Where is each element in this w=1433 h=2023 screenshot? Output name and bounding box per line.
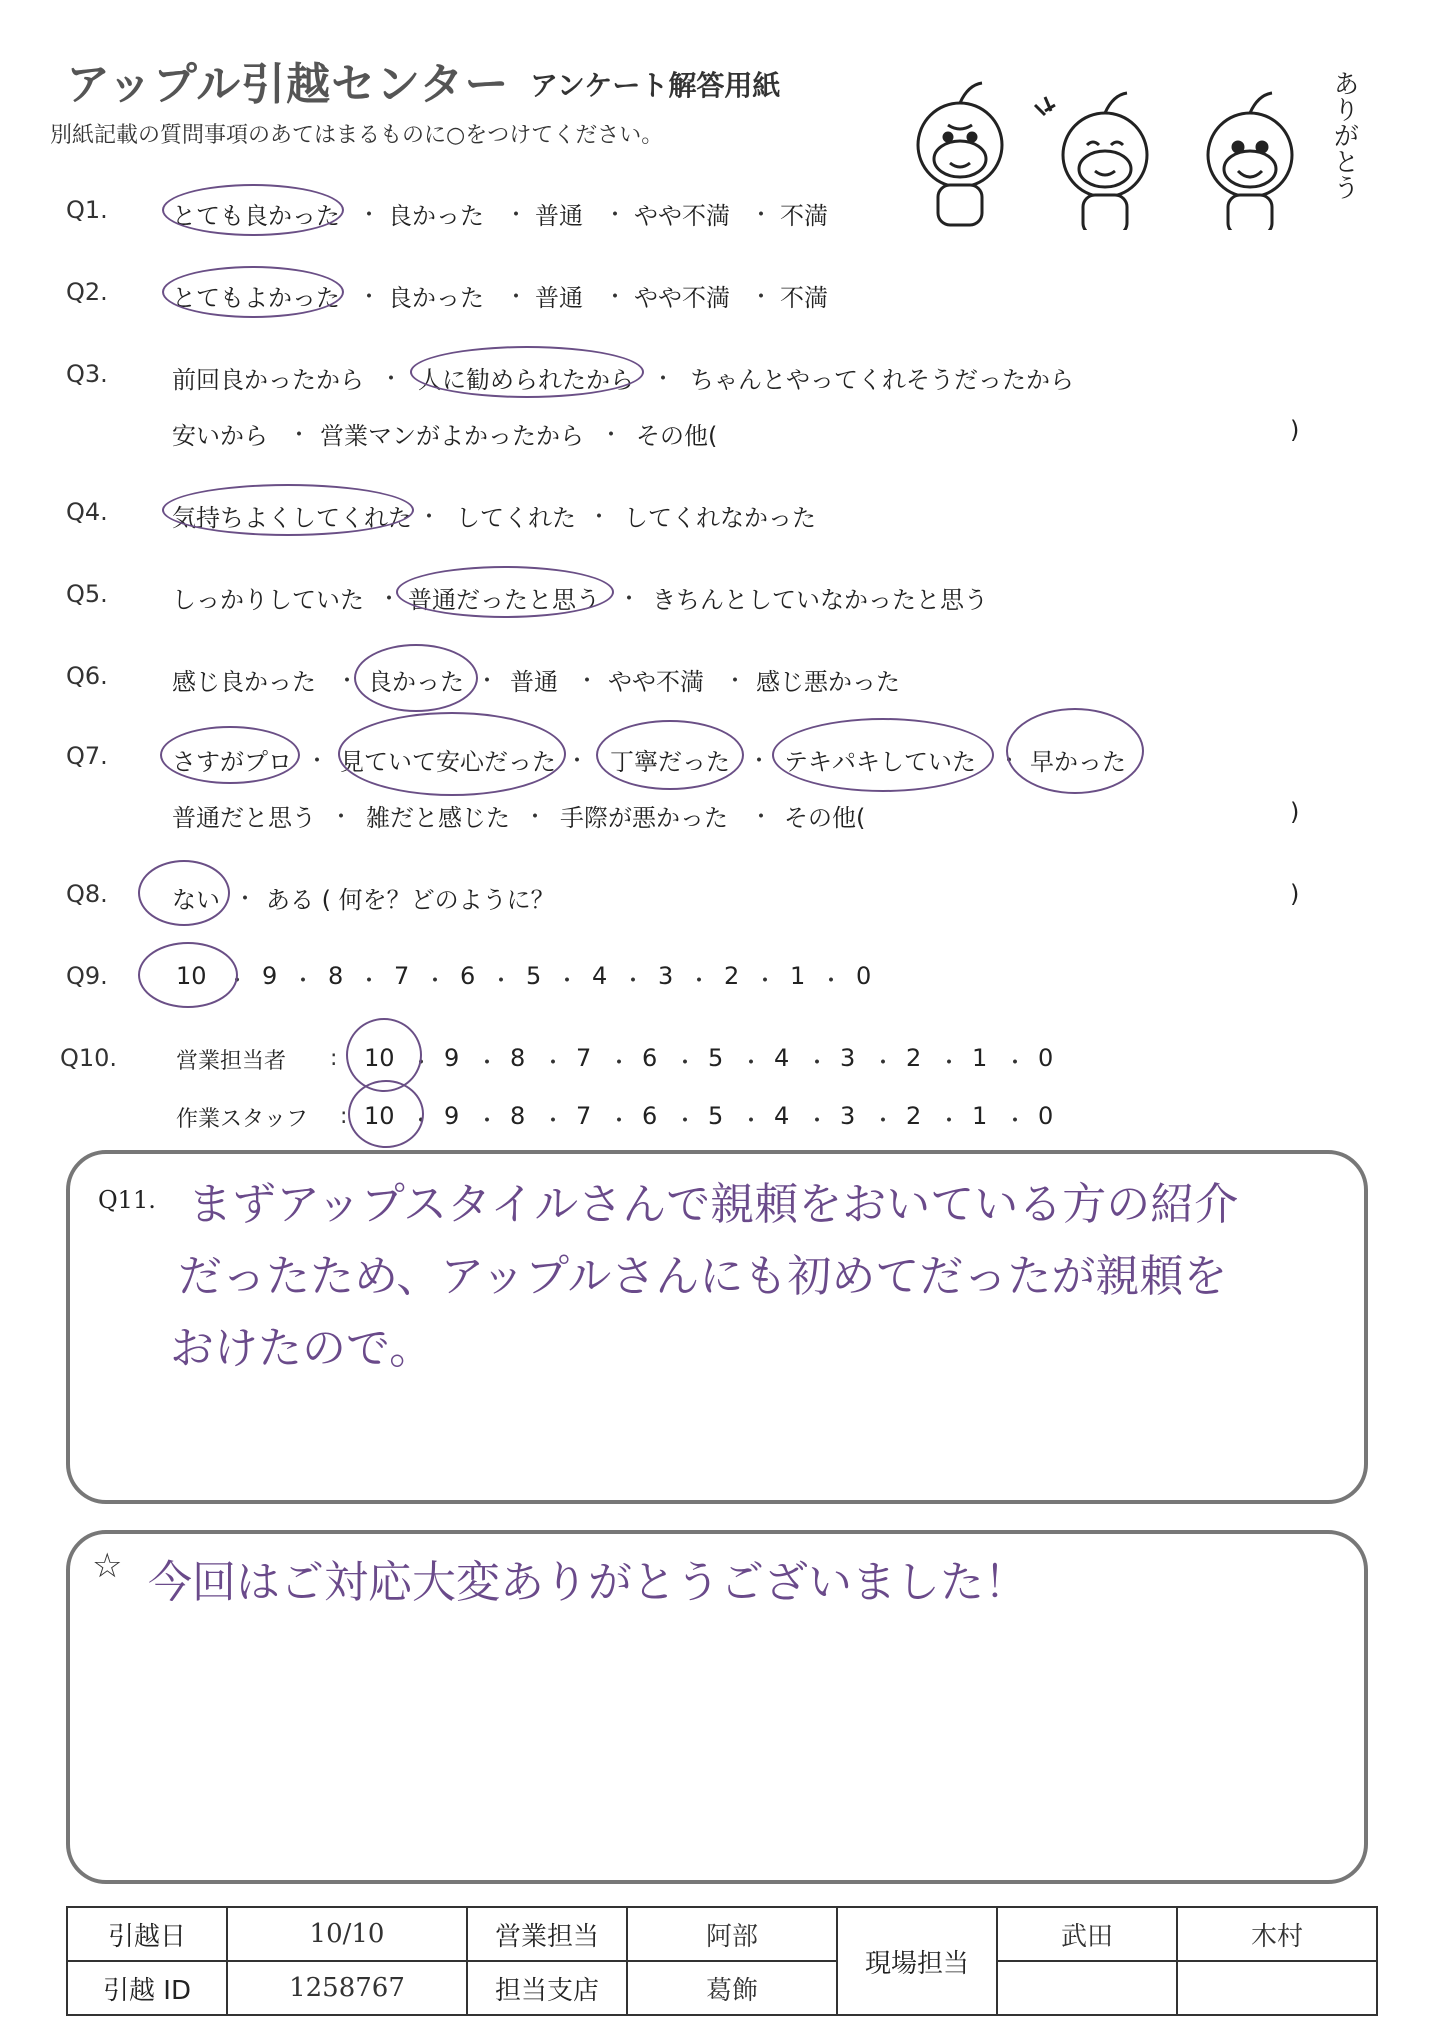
q2-option[interactable]: 不満 <box>780 284 828 312</box>
branch-name: 葛飾 <box>627 1961 837 2015</box>
separator-dot: ・ <box>724 669 747 694</box>
separator-dot: ・ <box>424 969 447 994</box>
q9-scale-value[interactable]: 1 <box>790 962 806 990</box>
answer-circle <box>396 566 614 618</box>
q3-option[interactable]: ちゃんとやってくれそうだったから <box>690 366 1074 394</box>
separator-dot: ・ <box>292 969 315 994</box>
q10-sales-scale-value[interactable]: 0 <box>1038 1044 1054 1072</box>
separator-dot: ・ <box>872 1109 895 1134</box>
separator-dot: ・ <box>604 285 627 310</box>
q3-option[interactable]: 営業マンがよかったから <box>320 422 584 450</box>
sales-name: 阿部 <box>627 1907 837 1961</box>
separator-dot: ・ <box>806 1109 829 1134</box>
separator-dot: ・ <box>600 423 623 448</box>
move-id-label: 引越 ID <box>67 1961 227 2015</box>
q6-option[interactable]: やや不満 <box>608 668 704 696</box>
q3-option[interactable]: 前回良かったから <box>172 366 364 394</box>
q3-label: Q3. <box>66 360 108 388</box>
move-date-value: 10/10 <box>227 1907 467 1961</box>
q7-option[interactable]: 普通だと思う <box>172 804 316 832</box>
separator-dot: ・ <box>358 285 381 310</box>
separator-dot: ・ <box>306 749 329 774</box>
q10-sales-scale-value[interactable]: 2 <box>906 1044 922 1072</box>
q9-scale-value[interactable]: 6 <box>460 962 476 990</box>
q6-option[interactable]: 感じ悪かった <box>756 668 900 696</box>
q10-sales-scale-value[interactable]: 7 <box>576 1044 592 1072</box>
separator-dot: ・ <box>418 505 441 530</box>
q5-option[interactable]: きちんとしていなかったと思う <box>652 586 988 614</box>
q6-option[interactable]: 良かった <box>368 668 464 696</box>
separator-dot: ・ <box>410 1109 433 1134</box>
separator-dot: ・ <box>608 1109 631 1134</box>
separator-dot: ・ <box>754 969 777 994</box>
separator-dot: ・ <box>576 669 599 694</box>
q9-scale-value[interactable]: 0 <box>856 962 872 990</box>
separator-dot: ・ <box>748 749 771 774</box>
q10-staff-scale-value[interactable]: 9 <box>444 1102 460 1130</box>
separator-dot: ・ <box>490 969 513 994</box>
separator-dot: ・ <box>674 1109 697 1134</box>
q10-staff-scale-value[interactable]: 6 <box>642 1102 658 1130</box>
separator-dot: ・ <box>674 1051 697 1076</box>
move-date-label: 引越日 <box>67 1907 227 1961</box>
site-name-empty-2 <box>1177 1961 1377 2015</box>
separator-dot: ・ <box>622 969 645 994</box>
separator-dot: ・ <box>566 749 589 774</box>
q10-staff-scale-value[interactable]: 7 <box>576 1102 592 1130</box>
separator-dot: ・ <box>820 969 843 994</box>
q10-sales-label: 営業担当者 <box>176 1049 287 1074</box>
q2-option[interactable]: 普通 <box>535 284 583 312</box>
q8-option[interactable]: ある ( 何を？どのように？ <box>266 886 555 914</box>
separator-dot: ・ <box>226 969 249 994</box>
separator-dot: ・ <box>998 749 1021 774</box>
star-icon: ☆ <box>92 1546 123 1586</box>
q2-label: Q2. <box>66 278 108 306</box>
q11-handwritten-line: だったため、アップルさんにも初めてだったが親頼を <box>178 1251 1228 1302</box>
q9-label: Q9. <box>66 962 108 990</box>
move-id-value: 1258767 <box>227 1961 467 2015</box>
answer-circle <box>596 720 744 790</box>
q6-label: Q6. <box>66 662 108 690</box>
q10-staff-scale-value[interactable]: 0 <box>1038 1102 1054 1130</box>
answer-circle <box>160 726 300 784</box>
q9-scale-value[interactable]: 7 <box>394 962 410 990</box>
separator-colon: : <box>330 1046 338 1071</box>
separator-dot: ・ <box>652 367 675 392</box>
q9-scale-value[interactable]: 4 <box>592 962 608 990</box>
star-handwritten-text: 今回はご対応大変ありがとうございました！ <box>148 1557 1028 1608</box>
q7-option-other[interactable]: その他( <box>784 804 866 832</box>
q8-option[interactable]: ない <box>172 886 220 914</box>
separator-dot: ・ <box>505 285 528 310</box>
mascot-caption: ありがとう <box>1329 70 1359 200</box>
site-name-empty-1 <box>997 1961 1177 2015</box>
q1-label: Q1. <box>66 196 108 224</box>
q9-scale-value[interactable]: 2 <box>724 962 740 990</box>
separator-dot: ・ <box>380 367 403 392</box>
q7-option[interactable]: 丁寧だった <box>610 748 730 776</box>
q10-sales-scale-value[interactable]: 3 <box>840 1044 856 1072</box>
separator-dot: ・ <box>588 505 611 530</box>
q10-staff-scale-value[interactable]: 5 <box>708 1102 724 1130</box>
separator-dot: ・ <box>608 1051 631 1076</box>
q1-option[interactable]: 不満 <box>780 202 828 230</box>
q2-option[interactable]: やや不満 <box>634 284 730 312</box>
separator-dot: ・ <box>750 203 773 228</box>
separator-dot: ・ <box>1004 1109 1027 1134</box>
q4-option[interactable]: してくれなかった <box>624 504 816 532</box>
answer-circle <box>162 184 344 236</box>
q10-staff-scale-value[interactable]: 3 <box>840 1102 856 1130</box>
q4-label: Q4. <box>66 498 108 526</box>
site-label: 現場担当 <box>837 1907 997 2015</box>
branch-label: 担当支店 <box>467 1961 627 2015</box>
q7-option[interactable]: テキパキしていた <box>784 748 976 776</box>
answer-circle <box>162 266 344 318</box>
separator-dot: ・ <box>938 1109 961 1134</box>
q5-label: Q5. <box>66 580 108 608</box>
q7-close-paren: ) <box>1290 798 1300 826</box>
answer-circle <box>354 644 478 712</box>
q10-staff-scale-value[interactable]: 2 <box>906 1102 922 1130</box>
separator-dot: ・ <box>740 1051 763 1076</box>
answer-circle <box>348 1080 424 1148</box>
footer-table <box>66 1906 1378 2016</box>
q6-option[interactable]: 普通 <box>510 668 558 696</box>
q5-option[interactable]: 普通だったと思う <box>408 586 600 614</box>
q10-staff-scale-value[interactable]: 8 <box>510 1102 526 1130</box>
q10-label: Q10. <box>60 1044 118 1072</box>
q1-option[interactable]: 良かった <box>388 202 484 230</box>
q8-close-paren: ) <box>1290 880 1300 908</box>
separator-dot: ・ <box>378 587 401 612</box>
q9-scale-value[interactable]: 10 <box>176 962 207 990</box>
q2-option[interactable]: とてもよかった <box>172 284 340 312</box>
site-name-2: 木村 <box>1177 1907 1377 1961</box>
q10-sales-scale-value[interactable]: 8 <box>510 1044 526 1072</box>
q9-scale-value[interactable]: 3 <box>658 962 674 990</box>
q3-option[interactable]: 安いから <box>172 422 268 450</box>
answer-circle <box>338 712 566 796</box>
q10-sales-scale-value[interactable]: 10 <box>364 1044 395 1072</box>
q7-option[interactable]: 手際が悪かった <box>560 804 728 832</box>
separator-dot: ・ <box>938 1051 961 1076</box>
q10-sales-scale-value[interactable]: 5 <box>708 1044 724 1072</box>
separator-dot: ・ <box>556 969 579 994</box>
company-title: アップル引越センター <box>66 59 510 110</box>
separator-dot: ・ <box>604 203 627 228</box>
separator-dot: ・ <box>476 1051 499 1076</box>
q10-staff-scale-value[interactable]: 4 <box>774 1102 790 1130</box>
separator-dot: ・ <box>288 423 311 448</box>
q7-option[interactable]: 早かった <box>1030 748 1126 776</box>
separator-dot: ・ <box>1004 1051 1027 1076</box>
separator-dot: ・ <box>688 969 711 994</box>
q5-option[interactable]: しっかりしていた <box>172 586 364 614</box>
separator-dot: ・ <box>234 887 257 912</box>
separator-colon: : <box>340 1104 348 1129</box>
q3-option-other[interactable]: その他( <box>636 422 718 450</box>
q7-option[interactable]: 見ていて安心だった <box>340 748 556 776</box>
separator-dot: ・ <box>618 587 641 612</box>
site-name-1: 武田 <box>997 1907 1177 1961</box>
q11-handwritten-line: まずアップスタイルさんで親頼をおいている方の紹介 <box>188 1179 1239 1230</box>
q7-label: Q7. <box>66 742 108 770</box>
q9-scale-value[interactable]: 8 <box>328 962 344 990</box>
separator-dot: ・ <box>750 805 773 830</box>
separator-dot: ・ <box>476 669 499 694</box>
form-subtitle: アンケート解答用紙 <box>530 69 781 102</box>
q1-option[interactable]: 普通 <box>535 202 583 230</box>
q10-staff-scale-value[interactable]: 1 <box>972 1102 988 1130</box>
answer-circle <box>410 346 644 398</box>
q8-label: Q8. <box>66 880 108 908</box>
q11-handwritten-line: おけたので。 <box>170 1323 434 1374</box>
q7-option[interactable]: さすがプロ <box>172 748 292 776</box>
q6-option[interactable]: 感じ良かった <box>172 668 316 696</box>
separator-dot: ・ <box>336 669 359 694</box>
q10-sales-scale-value[interactable]: 1 <box>972 1044 988 1072</box>
separator-dot: ・ <box>740 1109 763 1134</box>
separator-dot: ・ <box>476 1109 499 1134</box>
q10-staff-scale-value[interactable]: 10 <box>364 1102 395 1130</box>
answer-circle <box>138 942 238 1008</box>
sales-label: 営業担当 <box>467 1907 627 1961</box>
answer-circle <box>1006 708 1144 794</box>
separator-dot: ・ <box>410 1051 433 1076</box>
separator-dot: ・ <box>358 203 381 228</box>
q3-option[interactable]: 人に勧められたから <box>418 366 634 394</box>
separator-dot: ・ <box>330 805 353 830</box>
q10-sales-scale-value[interactable]: 9 <box>444 1044 460 1072</box>
q2-option[interactable]: 良かった <box>388 284 484 312</box>
q1-option[interactable]: やや不満 <box>634 202 730 230</box>
q3-close-paren: ) <box>1290 416 1300 444</box>
q11-label: Q11. <box>98 1186 156 1214</box>
separator-dot: ・ <box>542 1109 565 1134</box>
mascot-illustration <box>890 60 1360 230</box>
q10-sales-scale-value[interactable]: 6 <box>642 1044 658 1072</box>
separator-dot: ・ <box>806 1051 829 1076</box>
q7-option[interactable]: 雑だと感じた <box>366 804 510 832</box>
separator-dot: ・ <box>505 203 528 228</box>
q10-staff-label: 作業スタッフ <box>176 1107 309 1132</box>
answer-circle <box>138 860 230 926</box>
q10-sales-scale-value[interactable]: 4 <box>774 1044 790 1072</box>
separator-dot: ・ <box>358 969 381 994</box>
q4-option[interactable]: してくれた <box>456 504 576 532</box>
answer-circle <box>162 484 414 536</box>
separator-dot: ・ <box>750 285 773 310</box>
q1-option[interactable]: とても良かった <box>172 202 340 230</box>
q9-scale-value[interactable]: 9 <box>262 962 278 990</box>
separator-dot: ・ <box>542 1051 565 1076</box>
separator-dot: ・ <box>524 805 547 830</box>
answer-circle <box>772 718 994 792</box>
separator-dot: ・ <box>872 1051 895 1076</box>
q4-option[interactable]: 気持ちよくしてくれた <box>172 504 412 532</box>
instruction-text: 別紙記載の質問事項のあてはまるものに○をつけてください。 <box>50 123 664 148</box>
q9-scale-value[interactable]: 5 <box>526 962 542 990</box>
